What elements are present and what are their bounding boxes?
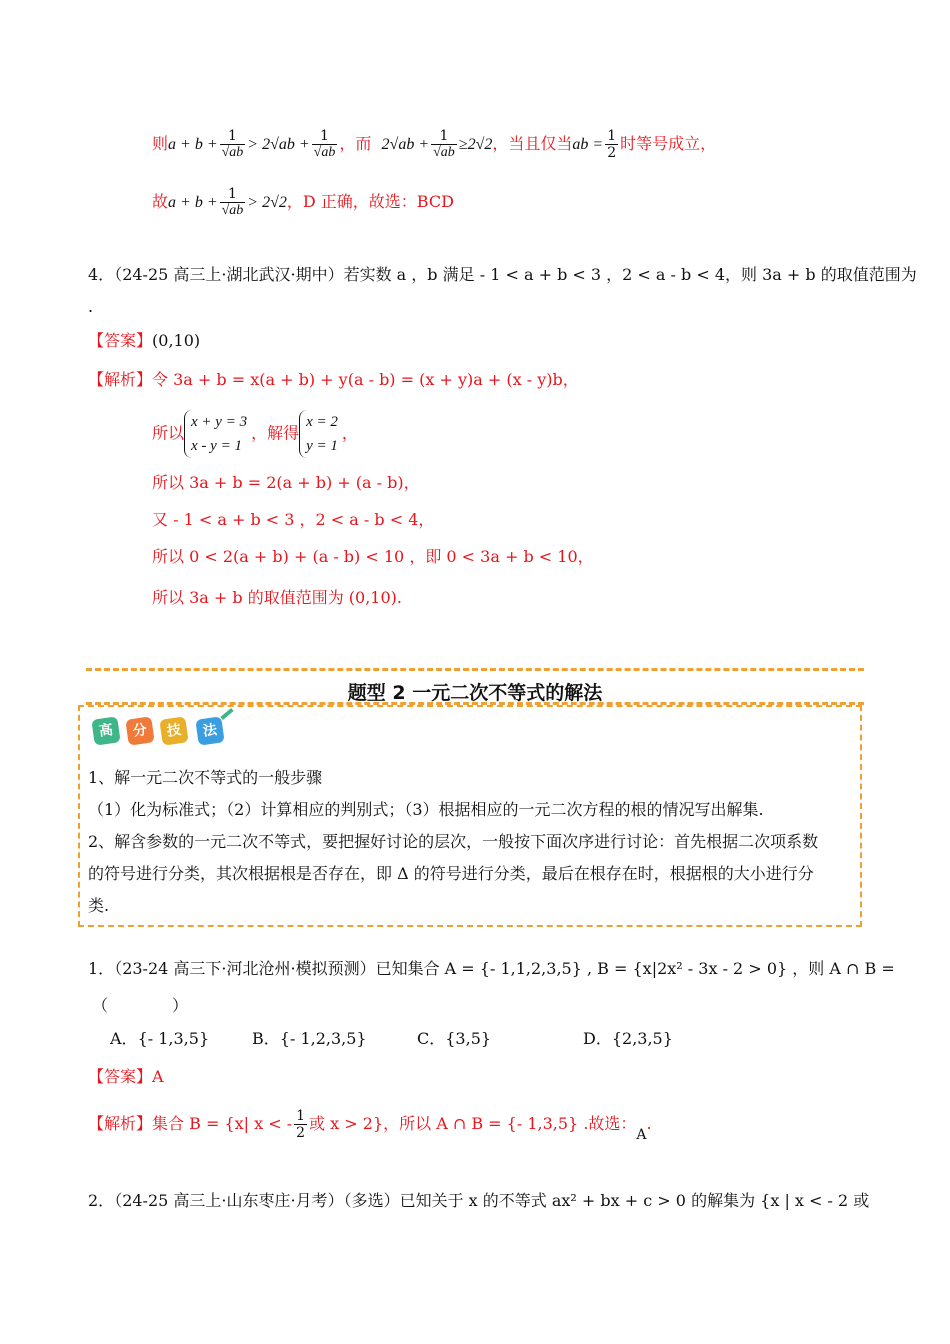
math: ab =	[572, 136, 604, 153]
option-value: {3,5}	[445, 1029, 492, 1048]
analysis-label: 【解析】	[88, 370, 153, 389]
badge-ji: 技	[159, 716, 188, 745]
fraction	[294, 1108, 307, 1141]
badge-gao: 高	[91, 716, 120, 745]
q4-analysis-step4: 又 - 1 < a + b < 3 ，2 < a - b < 4，	[152, 510, 435, 529]
question-source: （24-25 高三上·湖北武汉·期中）	[114, 265, 344, 284]
option-value: {- 1,2,3,5}	[279, 1029, 367, 1048]
equation: y = 1	[306, 438, 338, 454]
tip-line-5: 类.	[88, 896, 110, 915]
text: ，而	[339, 134, 372, 153]
q1-option-d[interactable]	[583, 1028, 673, 1050]
math: a + b +	[168, 194, 218, 211]
section-title: 题型 2 一元二次不等式的解法	[347, 682, 603, 704]
numerator: 1	[607, 128, 617, 144]
q4-analysis-step1	[88, 369, 579, 391]
denominator: √ab	[433, 145, 455, 160]
badge-fen: 分	[125, 716, 154, 745]
question-source: （23-24 高三下·河北沧州·模拟预测）	[114, 959, 376, 978]
analysis-text: 令 3a + b = x(a + b) + y(a - b) = (x + y)a + (x - y)b，	[152, 370, 579, 389]
prev-solution-line-1	[152, 128, 716, 161]
question-text: （多选）已知关于 x 的不等式 ax² + bx + c > 0 的解集为 {x | x < - 2 或	[343, 1191, 870, 1210]
option-label: D．	[583, 1029, 612, 1048]
analysis-text: .	[646, 1114, 652, 1133]
fraction	[431, 128, 457, 161]
answer-value: A	[152, 1067, 164, 1086]
answer-label: 【答案】	[88, 331, 153, 350]
answer-value: (0,10)	[152, 331, 201, 350]
numerator: 1	[220, 186, 246, 203]
q1-option-a[interactable]	[110, 1028, 209, 1050]
badge-fa: 法	[195, 716, 224, 745]
option-label: A．	[110, 1029, 138, 1048]
fraction	[220, 128, 246, 161]
text: ，解得	[251, 423, 300, 443]
q4-analysis-step6: 所以 3a + b 的取值范围为 (0,10).	[152, 588, 402, 607]
tip-line-3: 2、解含参数的一元二次不等式，要把握好讨论的层次，一般按下面次序进行讨论：首先根据二次项系数	[88, 832, 819, 851]
math: ≥2√2	[458, 136, 493, 153]
q1-option-b[interactable]	[252, 1028, 367, 1050]
text: 则	[152, 134, 169, 153]
denominator: √ab	[221, 203, 244, 218]
question-source: （24-25 高三上·山东枣庄·月考）	[114, 1191, 344, 1210]
math: a + b +	[168, 136, 218, 153]
equation: x = 2	[306, 414, 338, 430]
fraction	[605, 128, 618, 161]
denominator: 2	[607, 145, 617, 161]
analysis-text: 或 x > 2}，所以 A ∩ B = {- 1,3,5} .故选：	[309, 1114, 637, 1133]
denominator: √ab	[313, 145, 336, 160]
q1-blank: （ ）	[92, 996, 189, 1015]
option-value: {2,3,5}	[611, 1029, 673, 1048]
numerator: 1	[220, 128, 246, 145]
denominator: √ab	[221, 145, 244, 160]
q4-stem-cont: .	[88, 297, 94, 316]
tip-line-1: 1、解一元二次不等式的一般步骤	[88, 768, 323, 787]
q1-analysis	[88, 1108, 652, 1141]
q1-stem	[88, 958, 895, 980]
q1-option-c[interactable]	[417, 1028, 491, 1050]
tip-line-2: （1）化为标准式；（2）计算相应的判别式；（3）根据相应的一元二次方程的根的情况写出解集.	[88, 800, 764, 819]
q2-stem	[88, 1190, 869, 1212]
text: 所以	[152, 423, 185, 443]
analysis-label: 【解析】	[88, 1114, 153, 1133]
q4-answer	[88, 330, 200, 352]
question-number: 4．	[88, 265, 115, 284]
option-value: {- 1,3,5}	[137, 1029, 210, 1048]
q4-analysis-step2	[152, 410, 358, 458]
equation: x - y = 1	[191, 438, 242, 454]
solution-system	[299, 410, 342, 458]
denominator: 2	[296, 1125, 306, 1141]
question-number: 1．	[88, 959, 115, 978]
q4-analysis-step5: 所以 0 < 2(a + b) + (a - b) < 10 ，即 0 < 3a + b < 10，	[152, 547, 594, 566]
q4-stem	[88, 264, 917, 286]
math: 2√ab +	[381, 136, 430, 153]
numerator: 1	[296, 1108, 306, 1124]
question-text: 已知集合 A = {- 1,1,2,3,5} , B = {x|2x² - 3x - 2 > 0} ，则 A ∩ B =	[375, 959, 895, 978]
tip-line-4: 的符号进行分类，其次根据根是否存在，即 Δ 的符号进行分类，最后在根存在时，根据根的大小进行分	[88, 864, 814, 883]
prev-solution-line-2	[152, 186, 454, 219]
equation-system	[184, 410, 251, 458]
equation: x + y = 3	[191, 414, 248, 430]
text: 故	[152, 192, 169, 211]
question-text: 若实数 a ，b 满足 - 1 < a + b < 3 ，2 < a - b < 4，则 3a + b 的取值范围为	[343, 265, 917, 284]
text: ，D 正确，故选：BCD	[286, 192, 454, 211]
math: > 2√2	[247, 194, 287, 211]
option-label: B．	[252, 1029, 280, 1048]
fraction	[220, 186, 246, 219]
fraction	[312, 128, 338, 161]
numerator: 1	[431, 128, 457, 145]
numerator: 1	[312, 128, 338, 145]
text: ，当且仅当	[492, 134, 573, 153]
section-divider	[86, 668, 864, 671]
text: ，	[341, 423, 358, 443]
q1-answer	[88, 1066, 164, 1088]
text: 时等号成立，	[620, 134, 717, 153]
analysis-text: 集合 B = {x| x < -	[152, 1114, 293, 1133]
analysis-choice: A	[636, 1127, 647, 1143]
option-label: C．	[417, 1029, 446, 1048]
answer-label: 【答案】	[88, 1067, 153, 1086]
math: > 2√ab +	[247, 136, 310, 153]
question-number: 2．	[88, 1191, 115, 1210]
q4-analysis-step3: 所以 3a + b = 2(a + b) + (a - b)，	[152, 473, 420, 492]
